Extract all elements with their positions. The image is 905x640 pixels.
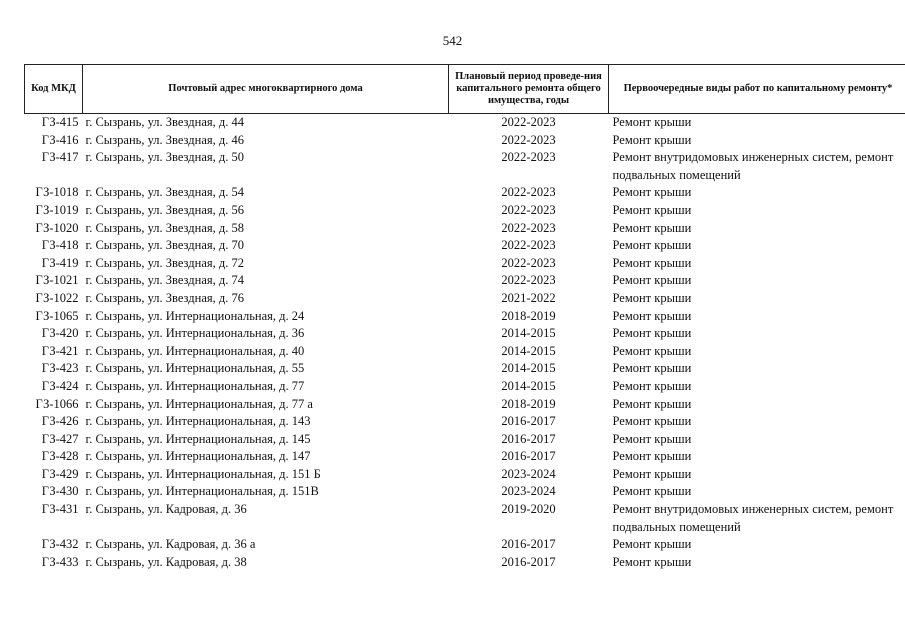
- row-period: 2014-2015: [501, 326, 556, 341]
- row-work: Ремонт крыши: [612, 290, 692, 305]
- row-work: Ремонт крыши: [612, 273, 692, 288]
- row-code: ГЗ-427: [41, 431, 79, 446]
- row-work: Ремонт крыши: [612, 537, 692, 552]
- row-address: г. Сызрань, ул. Звездная, д. 54: [85, 185, 244, 200]
- row-address: г. Сызрань, ул. Звездная, д. 50: [85, 150, 244, 165]
- row-work: Ремонт крыши: [612, 554, 692, 569]
- row-work: Ремонт крыши: [612, 414, 692, 429]
- row-work: Ремонт крыши: [612, 378, 692, 393]
- table-row: [25, 448, 905, 466]
- row-code: ГЗ-431: [41, 502, 79, 517]
- table-row: [25, 396, 905, 414]
- row-work: Ремонт крыши: [612, 361, 692, 376]
- row-code: ГЗ-421: [41, 343, 79, 358]
- row-period: 2016-2017: [501, 554, 556, 569]
- header-code: Код МКД: [25, 65, 83, 114]
- row-period: 2022-2023: [501, 115, 556, 129]
- row-work: Ремонт крыши: [612, 308, 692, 323]
- row-work: Ремонт крыши: [612, 238, 692, 253]
- page-number: 542: [442, 33, 463, 48]
- row-code: ГЗ-428: [41, 449, 79, 464]
- row-work: Ремонт крыши: [612, 132, 692, 147]
- table-row: [25, 343, 905, 361]
- row-work: Ремонт крыши: [612, 449, 692, 464]
- table-row: [25, 255, 905, 273]
- table-row: [25, 501, 905, 536]
- row-address: г. Сызрань, ул. Интернациональная, д. 147: [85, 449, 311, 464]
- row-address: г. Сызрань, ул. Интернациональная, д. 36: [85, 326, 305, 341]
- table-row: [25, 483, 905, 501]
- row-code: ГЗ-1066: [35, 396, 79, 411]
- row-address: г. Сызрань, ул. Интернациональная, д. 143: [85, 414, 311, 429]
- row-work: Ремонт крыши: [612, 115, 692, 129]
- table-row: [25, 554, 905, 572]
- table-row: [25, 325, 905, 343]
- table-row: [25, 466, 905, 484]
- row-period: 2022-2023: [501, 132, 556, 147]
- row-address: г. Сызрань, ул. Звездная, д. 76: [85, 290, 244, 305]
- header-period: Плановый период проведе-ния капитального ремонта общего имущества, годы: [449, 65, 609, 114]
- table-body: [25, 114, 905, 572]
- row-work: Ремонт внутридомовых инженерных систем, ремонт подвальных помещений: [612, 150, 894, 182]
- row-period: 2022-2023: [501, 185, 556, 200]
- row-address: г. Сызрань, ул. Звездная, д. 74: [85, 273, 244, 288]
- table-row: [25, 132, 905, 150]
- table-row: [25, 536, 905, 554]
- table-row: [25, 272, 905, 290]
- table-row: [25, 290, 905, 308]
- row-code: ГЗ-429: [41, 466, 79, 481]
- row-code: ГЗ-423: [41, 361, 79, 376]
- row-code: ГЗ-1021: [35, 273, 79, 288]
- row-period: 2018-2019: [501, 396, 556, 411]
- row-period: 2016-2017: [501, 449, 556, 464]
- row-period: 2014-2015: [501, 361, 556, 376]
- row-period: 2023-2024: [501, 484, 556, 499]
- row-period: 2018-2019: [501, 308, 556, 323]
- row-address: г. Сызрань, ул. Кадровая, д. 38: [85, 554, 247, 569]
- row-period: 2014-2015: [501, 378, 556, 393]
- row-code: ГЗ-1065: [35, 308, 79, 323]
- row-code: ГЗ-424: [41, 378, 79, 393]
- row-work: Ремонт крыши: [612, 484, 692, 499]
- row-work: Ремонт крыши: [612, 431, 692, 446]
- row-period: 2016-2017: [501, 431, 556, 446]
- row-period: 2014-2015: [501, 343, 556, 358]
- table-row: [25, 360, 905, 378]
- row-code: ГЗ-430: [41, 484, 79, 499]
- row-work: Ремонт крыши: [612, 185, 692, 200]
- table-row: [25, 237, 905, 255]
- row-code: ГЗ-415: [41, 115, 79, 129]
- row-period: 2022-2023: [501, 220, 556, 235]
- row-address: г. Сызрань, ул. Звездная, д. 58: [85, 220, 244, 235]
- row-address: г. Сызрань, ул. Интернациональная, д. 55: [85, 361, 305, 376]
- row-address: г. Сызрань, ул. Звездная, д. 70: [85, 238, 244, 253]
- row-code: ГЗ-418: [41, 238, 79, 253]
- row-code: ГЗ-1019: [35, 202, 79, 217]
- row-work: Ремонт крыши: [612, 220, 692, 235]
- row-address: г. Сызрань, ул. Интернациональная, д. 77: [85, 378, 305, 393]
- row-address: г. Сызрань, ул. Интернациональная, д. 40: [85, 343, 305, 358]
- row-period: 2022-2023: [501, 202, 556, 217]
- row-period: 2016-2017: [501, 414, 556, 429]
- row-work: Ремонт крыши: [612, 396, 692, 411]
- row-code: ГЗ-432: [41, 537, 79, 552]
- row-code: ГЗ-419: [41, 255, 79, 270]
- capital-repair-table: [24, 64, 905, 571]
- row-code: ГЗ-1018: [35, 185, 79, 200]
- row-code: ГЗ-1022: [35, 290, 79, 305]
- row-code: ГЗ-426: [41, 414, 79, 429]
- table-row: [25, 431, 905, 449]
- row-period: 2016-2017: [501, 537, 556, 552]
- row-work: Ремонт крыши: [612, 255, 692, 270]
- row-address: г. Сызрань, ул. Интернациональная, д. 145: [85, 431, 311, 446]
- table-row: [25, 413, 905, 431]
- row-work: Ремонт крыши: [612, 343, 692, 358]
- row-work: Ремонт внутридомовых инженерных систем, ремонт подвальных помещений: [612, 502, 894, 534]
- row-period: 2022-2023: [501, 150, 556, 165]
- row-code: ГЗ-420: [41, 326, 79, 341]
- row-address: г. Сызрань, ул. Кадровая, д. 36: [85, 502, 247, 517]
- table-row: [25, 202, 905, 220]
- table-row: [25, 184, 905, 202]
- row-period: 2019-2020: [501, 502, 556, 517]
- row-work: Ремонт крыши: [612, 202, 692, 217]
- row-address: г. Сызрань, ул. Звездная, д. 72: [85, 255, 244, 270]
- row-work: Ремонт крыши: [612, 326, 692, 341]
- row-code: ГЗ-1020: [35, 220, 79, 235]
- row-period: 2022-2023: [501, 255, 556, 270]
- header-works: Первоочередные виды работ по капитальному ремонту*: [609, 65, 905, 114]
- table-row: [25, 149, 905, 184]
- row-code: ГЗ-416: [41, 132, 79, 147]
- row-code: ГЗ-417: [41, 150, 79, 165]
- row-period: 2021-2022: [501, 290, 556, 305]
- row-address: г. Сызрань, ул. Звездная, д. 46: [85, 132, 244, 147]
- table-row: [25, 308, 905, 326]
- row-address: г. Сызрань, ул. Звездная, д. 44: [85, 115, 244, 129]
- row-address: г. Сызрань, ул. Звездная, д. 56: [85, 202, 244, 217]
- row-address: г. Сызрань, ул. Интернациональная, д. 24: [85, 308, 305, 323]
- row-period: 2022-2023: [501, 238, 556, 253]
- row-address: г. Сызрань, ул. Кадровая, д. 36 а: [85, 537, 256, 552]
- table-row: [25, 378, 905, 396]
- row-work: Ремонт крыши: [612, 466, 692, 481]
- table-row: [25, 220, 905, 238]
- row-period: 2023-2024: [501, 466, 556, 481]
- row-code: ГЗ-433: [41, 554, 79, 569]
- row-period: 2022-2023: [501, 273, 556, 288]
- header-address: Почтовый адрес многоквартирного дома: [83, 65, 449, 114]
- table-header: [25, 65, 905, 114]
- row-address: г. Сызрань, ул. Интернациональная, д. 151В: [85, 484, 319, 499]
- row-address: г. Сызрань, ул. Интернациональная, д. 151 Б: [85, 466, 321, 481]
- row-address: г. Сызрань, ул. Интернациональная, д. 77 а: [85, 396, 313, 411]
- table-row: [25, 114, 905, 132]
